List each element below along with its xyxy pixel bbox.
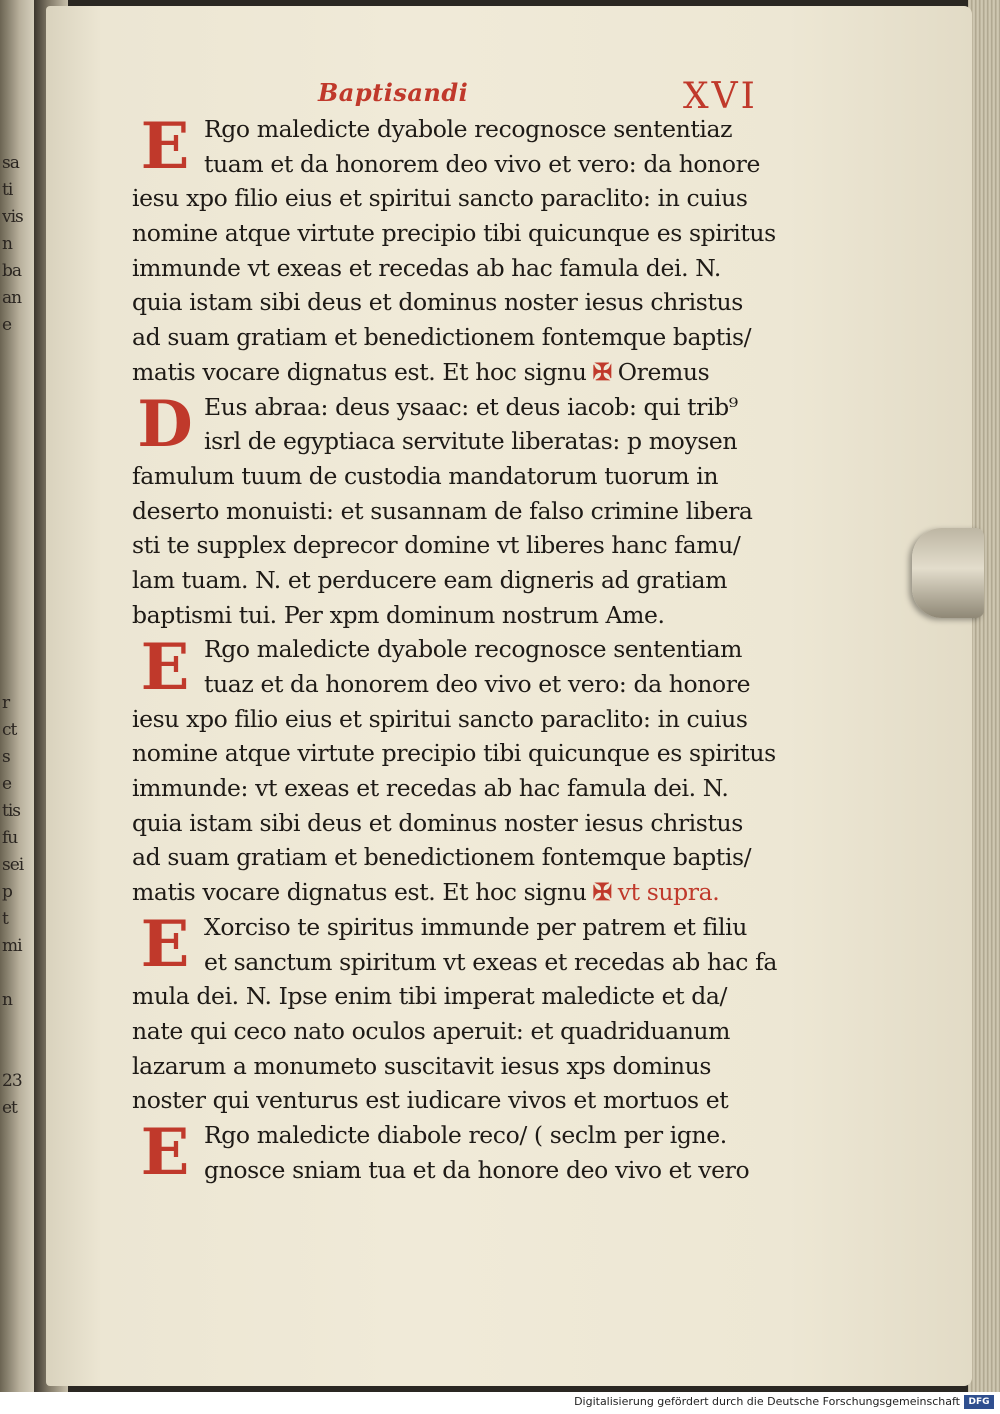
text-line	[132, 632, 792, 667]
text-line	[132, 910, 792, 945]
line-text: deserto monuisti: et susannam de falso crimine libera	[132, 496, 753, 525]
red-cross-icon: ✠	[592, 878, 612, 907]
rubric-text: vt supra.	[617, 878, 720, 907]
line-text: lazarum a monumeto suscitavit iesus xps dominus	[132, 1051, 712, 1080]
red-cross-icon: ✠	[592, 357, 612, 386]
rubricated-initial: E	[140, 109, 190, 184]
text-line	[132, 840, 792, 875]
line-text: quia istam sibi deus et dominus noster iesus christus	[132, 808, 743, 837]
text-line	[132, 771, 792, 806]
text-line	[132, 736, 792, 771]
text-line	[132, 251, 792, 286]
line-text: Rgo maledicte diabole reco/ ( seclm per igne.	[204, 1120, 727, 1149]
line-text: immunde: vt exeas et recedas ab hac famula dei. N.	[132, 774, 729, 803]
line-text: iesu xpo filio eius et spiritui sancto paraclito: in cuius	[132, 704, 748, 733]
text-line	[132, 147, 792, 182]
rubricated-initial: E	[140, 629, 190, 705]
line-text: lam tuam. N. et perducere eam digneris ad gratiam	[132, 565, 728, 594]
text-line	[132, 285, 792, 320]
text-line	[132, 875, 792, 910]
rubricated-initial: E	[140, 1115, 190, 1191]
text-line	[132, 1118, 792, 1153]
text-line	[132, 112, 792, 147]
line-text: matis vocare dignatus est. Et hoc signu	[132, 357, 587, 386]
line-text: nate qui ceco nato oculos aperuit: et quadriduanum	[132, 1016, 731, 1045]
line-text: immunde vt exeas et recedas ab hac famula dei. N.	[132, 253, 721, 282]
fore-edge	[968, 0, 1000, 1392]
line-tail: Oremus	[617, 357, 710, 386]
line-text: Rgo maledicte dyabole recognosce sententiam	[204, 635, 743, 664]
text-line	[132, 1083, 792, 1118]
text-line	[132, 806, 792, 841]
text-line	[132, 1049, 792, 1084]
line-text: gnosce sniam tua et da honore deo vivo et vero	[204, 1155, 750, 1184]
text-line	[132, 1153, 792, 1188]
text-line	[132, 216, 792, 251]
dfg-logo-icon: DFG	[964, 1395, 994, 1409]
text-line	[132, 459, 792, 494]
text-block	[132, 109, 792, 1191]
line-text: tuam et da honorem deo vivo et vero: da honore	[204, 149, 761, 178]
line-text: isrl de egyptiaca servitute liberatas: p moysen	[204, 427, 738, 456]
text-line	[132, 1014, 792, 1049]
line-text: matis vocare dignatus est. Et hoc signu	[132, 878, 587, 907]
funding-note: Digitalisierung gefördert durch die Deutsche Forschungsgemeinschaft	[574, 1395, 960, 1408]
line-text: sti te supplex deprecor domine vt liberes hanc famu/	[132, 531, 741, 560]
facing-page-fragments: sa ti vis n ba an e r ct s e tis fu sei p t mi n 23 et	[2, 153, 24, 1118]
line-text: ad suam gratiam et benedictionem fontemque baptis/	[132, 843, 752, 872]
line-text: noster qui venturus est iudicare vivos et mortuos et	[132, 1086, 729, 1115]
text-line	[132, 494, 792, 529]
text-line	[132, 563, 792, 598]
text-line	[132, 424, 792, 459]
text-line	[132, 528, 792, 563]
text-line	[132, 979, 792, 1014]
line-text: quia istam sibi deus et dominus noster iesus christus	[132, 288, 743, 317]
line-text: mula dei. N. Ipse enim tibi imperat maledicte et da/	[132, 982, 728, 1011]
text-line	[132, 181, 792, 216]
rubricated-initial: D	[137, 386, 193, 462]
folio-number: XVI	[683, 76, 758, 117]
line-text: nomine atque virtute precipio tibi quicunque es spiritus	[132, 219, 776, 248]
footer-bar	[0, 1392, 1000, 1414]
text-line	[132, 945, 792, 980]
text-line	[132, 702, 792, 737]
line-text: Rgo maledicte dyabole recognosce sententiaz	[204, 115, 733, 143]
text-line	[132, 355, 792, 390]
line-text: famulum tuum de custodia mandatorum tuorum in	[132, 461, 719, 490]
line-text: tuaz et da honorem deo vivo et vero: da honore	[204, 670, 751, 698]
line-text: baptismi tui. Per xpm dominum nostrum Ame.	[132, 600, 665, 629]
running-head: Baptisandi	[318, 78, 469, 107]
line-text: Xorciso te spiritus immunde per patrem et filiu	[204, 912, 747, 941]
line-text: iesu xpo filio eius et spiritui sancto paraclito: in cuius	[132, 184, 748, 213]
text-line	[132, 320, 792, 355]
text-line	[132, 667, 792, 702]
line-text: ad suam gratiam et benedictionem fontemque baptis/	[132, 323, 752, 352]
line-text: et sanctum spiritum vt exeas et recedas ab hac fa	[204, 947, 778, 976]
rubricated-initial: E	[140, 907, 190, 983]
text-line	[132, 390, 792, 425]
text-line	[132, 598, 792, 633]
line-text: Eus abraa: deus ysaac: et deus iacob: qui trib⁹	[204, 392, 738, 421]
clasp-icon	[912, 528, 984, 618]
line-text: nomine atque virtute precipio tibi quicunque es spiritus	[132, 739, 776, 768]
